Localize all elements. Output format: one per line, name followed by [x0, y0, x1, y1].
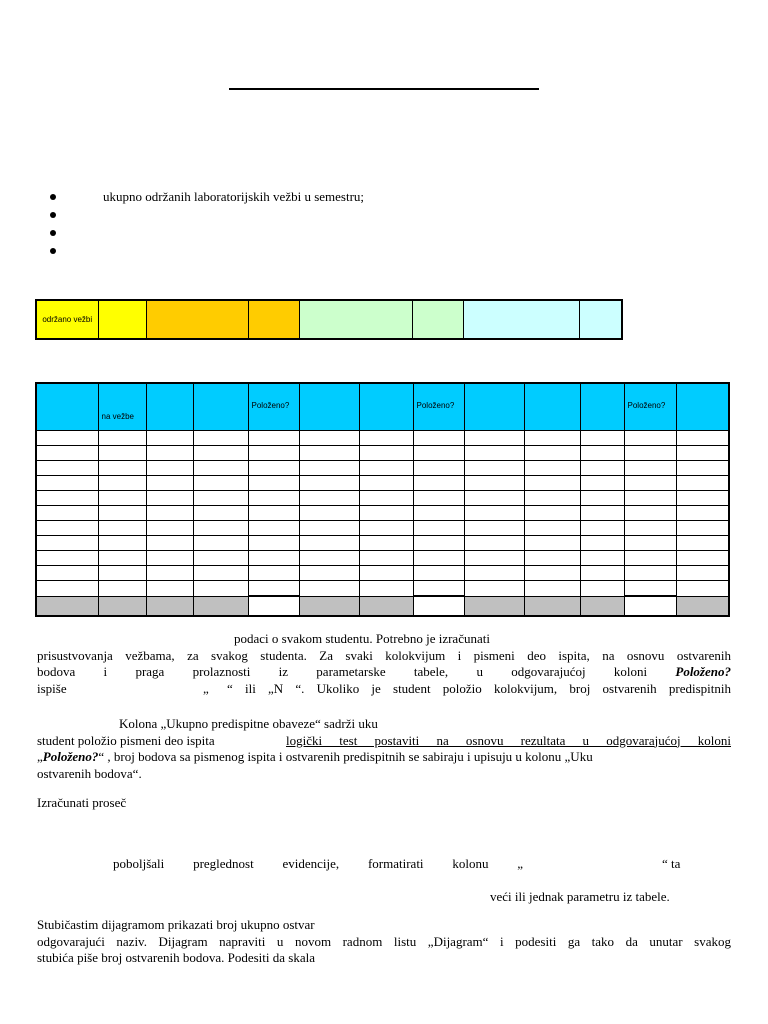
table-row: [36, 521, 729, 536]
summary-cell[interactable]: [676, 596, 729, 616]
table-cell[interactable]: [413, 581, 464, 597]
table-cell[interactable]: [413, 521, 464, 536]
table-cell[interactable]: [676, 536, 729, 551]
table-cell[interactable]: [36, 506, 98, 521]
table-row: [36, 446, 729, 461]
table-cell[interactable]: [248, 476, 299, 491]
text-line: stubića piše broj ostvarenih bodova. Podesiti da skala: [37, 950, 316, 965]
table-cell[interactable]: [464, 521, 524, 536]
table-cell[interactable]: [98, 476, 146, 491]
table-cell[interactable]: [464, 446, 524, 461]
table-cell[interactable]: [193, 536, 248, 551]
table-cell[interactable]: [359, 566, 413, 581]
table-cell[interactable]: [464, 536, 524, 551]
table-cell[interactable]: [580, 506, 624, 521]
table-row: [36, 536, 729, 551]
table-cell[interactable]: [359, 476, 413, 491]
table-cell[interactable]: [193, 446, 248, 461]
table-cell[interactable]: [413, 446, 464, 461]
table-cell[interactable]: [359, 446, 413, 461]
table-cell[interactable]: [359, 536, 413, 551]
table-row: [36, 506, 729, 521]
table-cell[interactable]: [676, 581, 729, 597]
table-cell[interactable]: [524, 581, 580, 597]
table-cell[interactable]: [248, 491, 299, 506]
parameters-table: [35, 299, 623, 340]
table-cell[interactable]: [580, 536, 624, 551]
text-line: ispiše „ “ ili „N “. Ukoliko je student položio kolokvijum, broj ostvarenih predispitnih: [37, 680, 731, 696]
table-cell[interactable]: [580, 461, 624, 476]
table-cell[interactable]: [580, 551, 624, 566]
table-cell[interactable]: [193, 506, 248, 521]
table-cell[interactable]: [464, 476, 524, 491]
paragraph-5: [37, 889, 731, 906]
table-cell[interactable]: [248, 461, 299, 476]
table-cell[interactable]: [193, 491, 248, 506]
table-cell[interactable]: [676, 491, 729, 506]
table-cell[interactable]: [299, 566, 359, 581]
summary-cell[interactable]: [146, 596, 193, 616]
table-cell[interactable]: [36, 551, 98, 566]
blank-cell: [248, 596, 299, 616]
header-cell: [193, 383, 248, 431]
table-cell[interactable]: [524, 566, 580, 581]
table-cell[interactable]: [464, 431, 524, 446]
table-cell[interactable]: [36, 536, 98, 551]
table-row: [36, 491, 729, 506]
table-cell[interactable]: [299, 461, 359, 476]
table-cell[interactable]: [524, 431, 580, 446]
table-cell[interactable]: [36, 446, 98, 461]
table-cell[interactable]: [193, 521, 248, 536]
param-label-cell: održano vežbi: [36, 300, 98, 339]
paragraph-4: [37, 856, 731, 873]
text-line: prisustvovanja vežbama, za svakog studenta. Za svaki kolokvijum i pismeni deo ispita, na osnovu ostvarenih: [37, 647, 731, 663]
table-row: [36, 431, 729, 446]
table-cell[interactable]: [624, 491, 676, 506]
header-cell: [464, 383, 524, 431]
header-cell: Položeno?: [248, 383, 299, 431]
bullet-dot-icon: [50, 212, 56, 218]
table-cell[interactable]: [359, 581, 413, 597]
header-cell: [580, 383, 624, 431]
table-cell[interactable]: [98, 506, 146, 521]
table-cell[interactable]: [193, 566, 248, 581]
table-cell[interactable]: [580, 446, 624, 461]
table-header-row: [36, 383, 729, 431]
table-cell[interactable]: [624, 461, 676, 476]
summary-cell[interactable]: [36, 596, 98, 616]
student-table: [35, 382, 730, 617]
summary-cell[interactable]: [359, 596, 413, 616]
table-cell[interactable]: [299, 491, 359, 506]
summary-cell[interactable]: [98, 596, 146, 616]
table-cell[interactable]: [146, 491, 193, 506]
list-item: [50, 189, 650, 207]
text-line: bodova i praga prolaznosti iz parametarske tabele, u odgovarajućoj koloni Položeno?: [37, 664, 731, 679]
table-cell[interactable]: [98, 551, 146, 566]
table-cell[interactable]: [413, 461, 464, 476]
table-cell[interactable]: [299, 581, 359, 597]
table-cell[interactable]: [146, 476, 193, 491]
table-cell[interactable]: [359, 506, 413, 521]
table-cell[interactable]: [413, 536, 464, 551]
table-cell[interactable]: [359, 521, 413, 536]
param-cell[interactable]: [463, 300, 579, 339]
table-cell[interactable]: [248, 431, 299, 446]
text-line: „Položeno?“ , broj bodova sa pismenog ispita i ostvarenih predispitnih se sabiraju i upisuju u kolonu „Uku: [37, 749, 593, 764]
header-cell: [146, 383, 193, 431]
table-cell[interactable]: [299, 431, 359, 446]
header-cell: Položeno?: [413, 383, 464, 431]
table-cell[interactable]: [146, 521, 193, 536]
paragraph-6: [37, 917, 731, 967]
table-cell[interactable]: [580, 566, 624, 581]
text-line: ostvarenih bodova“.: [37, 765, 142, 781]
table-cell[interactable]: [413, 551, 464, 566]
table-cell[interactable]: [146, 446, 193, 461]
table-cell[interactable]: [359, 431, 413, 446]
table-cell[interactable]: [299, 521, 359, 536]
text-line: Stubičastim dijagramom prikazati broj ukupno ostvar: [37, 917, 315, 932]
table-cell[interactable]: [676, 521, 729, 536]
table-cell[interactable]: [299, 536, 359, 551]
text-line: podaci o svakom studentu. Potrebno je izračunati: [234, 631, 490, 646]
table-row: [36, 581, 729, 597]
table-cell[interactable]: [98, 491, 146, 506]
table-cell[interactable]: [413, 476, 464, 491]
table-row: [36, 476, 729, 491]
table-cell[interactable]: [36, 566, 98, 581]
summary-cell[interactable]: [464, 596, 524, 616]
summary-cell[interactable]: [193, 596, 248, 616]
text-line: odgovarajući naziv. Dijagram napraviti u novom radnom listu „Dijagram“ i podesiti ga tako da unutar svakog: [37, 933, 731, 949]
table-cell[interactable]: [146, 461, 193, 476]
table-cell[interactable]: [248, 566, 299, 581]
table-cell[interactable]: [464, 566, 524, 581]
header-cell: [299, 383, 359, 431]
table-row: [36, 461, 729, 476]
list-item: [50, 225, 650, 243]
table-cell[interactable]: [36, 521, 98, 536]
summary-cell[interactable]: [524, 596, 580, 616]
table-cell[interactable]: [98, 536, 146, 551]
param-cell[interactable]: [248, 300, 299, 339]
table-cell[interactable]: [676, 476, 729, 491]
table-cell[interactable]: [676, 446, 729, 461]
header-cell: [36, 383, 98, 431]
table-cell[interactable]: [299, 476, 359, 491]
paragraph-3: [37, 795, 731, 812]
table-row: [36, 566, 729, 581]
list-item: [50, 207, 650, 225]
table-cell[interactable]: [464, 491, 524, 506]
table-cell[interactable]: [36, 491, 98, 506]
text-line: poboljšali preglednost evidencije, formatirati kolonu „ “ ta: [113, 856, 681, 871]
table-cell[interactable]: [524, 536, 580, 551]
table-cell[interactable]: [193, 431, 248, 446]
param-cell[interactable]: [146, 300, 248, 339]
table-cell[interactable]: [248, 581, 299, 597]
blank-cell: [624, 596, 676, 616]
summary-cell[interactable]: [299, 596, 359, 616]
header-cell: [524, 383, 580, 431]
table-cell[interactable]: [624, 476, 676, 491]
summary-row: [36, 596, 729, 616]
table-cell[interactable]: [193, 581, 248, 597]
table-cell[interactable]: [146, 506, 193, 521]
table-cell[interactable]: [676, 566, 729, 581]
text-line: Kolona „Ukupno predispitne obaveze“ sadrži uku: [119, 716, 378, 731]
table-cell[interactable]: [36, 476, 98, 491]
table-cell[interactable]: [98, 431, 146, 446]
table-cell[interactable]: [299, 446, 359, 461]
table-cell[interactable]: [524, 446, 580, 461]
table-cell[interactable]: [676, 506, 729, 521]
table-cell[interactable]: [624, 521, 676, 536]
table-cell[interactable]: [413, 506, 464, 521]
table-cell[interactable]: [624, 446, 676, 461]
table-cell[interactable]: [248, 551, 299, 566]
blank-cell: [413, 596, 464, 616]
table-cell[interactable]: [146, 581, 193, 597]
table-cell[interactable]: [624, 581, 676, 597]
paragraph-1: [37, 631, 731, 697]
bullet-list: [50, 189, 650, 261]
table-cell[interactable]: [359, 491, 413, 506]
table-cell[interactable]: [359, 551, 413, 566]
table-cell[interactable]: [580, 521, 624, 536]
table-cell[interactable]: [193, 551, 248, 566]
table-cell[interactable]: [676, 431, 729, 446]
table-cell[interactable]: [193, 461, 248, 476]
table-cell[interactable]: [524, 506, 580, 521]
table-cell[interactable]: [36, 461, 98, 476]
paragraph-2: [37, 716, 731, 782]
table-cell[interactable]: [524, 476, 580, 491]
table-cell[interactable]: [464, 506, 524, 521]
table-cell[interactable]: [464, 551, 524, 566]
table-cell[interactable]: [624, 431, 676, 446]
table-cell[interactable]: [146, 566, 193, 581]
table-cell[interactable]: [524, 551, 580, 566]
table-cell[interactable]: [413, 566, 464, 581]
table-cell[interactable]: [580, 476, 624, 491]
table-cell[interactable]: [580, 581, 624, 597]
text-line: student položio pismeni deo ispita logički test postaviti na osnovu rezultata u odgovarajućoj koloni: [37, 732, 731, 748]
table-row: [36, 551, 729, 566]
table-cell[interactable]: [248, 536, 299, 551]
table-cell[interactable]: [248, 446, 299, 461]
table-cell[interactable]: [193, 476, 248, 491]
header-cell: [359, 383, 413, 431]
header-cell: [676, 383, 729, 431]
table-cell[interactable]: [580, 491, 624, 506]
table-cell[interactable]: [248, 521, 299, 536]
bullet-dot-icon: [50, 248, 56, 254]
table-cell[interactable]: [524, 521, 580, 536]
table-cell[interactable]: [676, 461, 729, 476]
summary-cell[interactable]: [580, 596, 624, 616]
table-cell[interactable]: [146, 431, 193, 446]
table-cell[interactable]: [146, 536, 193, 551]
table-cell[interactable]: [98, 461, 146, 476]
table-cell[interactable]: [464, 581, 524, 597]
title-underline: [229, 88, 539, 90]
table-cell[interactable]: [624, 536, 676, 551]
table-cell[interactable]: [98, 581, 146, 597]
list-item: [50, 243, 650, 261]
table-cell[interactable]: [413, 491, 464, 506]
table-cell[interactable]: [98, 566, 146, 581]
text-line: Izračunati proseč: [37, 795, 127, 810]
table-cell[interactable]: [36, 581, 98, 597]
table-cell[interactable]: [413, 431, 464, 446]
bullet-text: ukupno održanih laboratorijskih vežbi u semestru;: [103, 189, 365, 204]
table-cell[interactable]: [98, 521, 146, 536]
table-cell[interactable]: [524, 461, 580, 476]
table-cell[interactable]: [624, 566, 676, 581]
table-cell[interactable]: [624, 551, 676, 566]
param-cell[interactable]: [412, 300, 463, 339]
header-cell: na vežbe: [98, 383, 146, 431]
bullet-dot-icon: [50, 194, 56, 200]
table-cell[interactable]: [98, 446, 146, 461]
param-cell[interactable]: [98, 300, 146, 339]
table-cell[interactable]: [36, 431, 98, 446]
table-cell[interactable]: [524, 491, 580, 506]
table-cell[interactable]: [146, 551, 193, 566]
table-cell[interactable]: [464, 461, 524, 476]
table-cell[interactable]: [299, 551, 359, 566]
table-cell[interactable]: [299, 506, 359, 521]
table-cell[interactable]: [676, 551, 729, 566]
table-cell[interactable]: [359, 461, 413, 476]
table-cell[interactable]: [624, 506, 676, 521]
table-cell[interactable]: [580, 431, 624, 446]
param-cell[interactable]: [579, 300, 622, 339]
header-cell: Položeno?: [624, 383, 676, 431]
param-cell[interactable]: [299, 300, 412, 339]
text-line: veći ili jednak parametru iz tabele.: [490, 889, 670, 904]
table-cell[interactable]: [248, 506, 299, 521]
bullet-dot-icon: [50, 230, 56, 236]
